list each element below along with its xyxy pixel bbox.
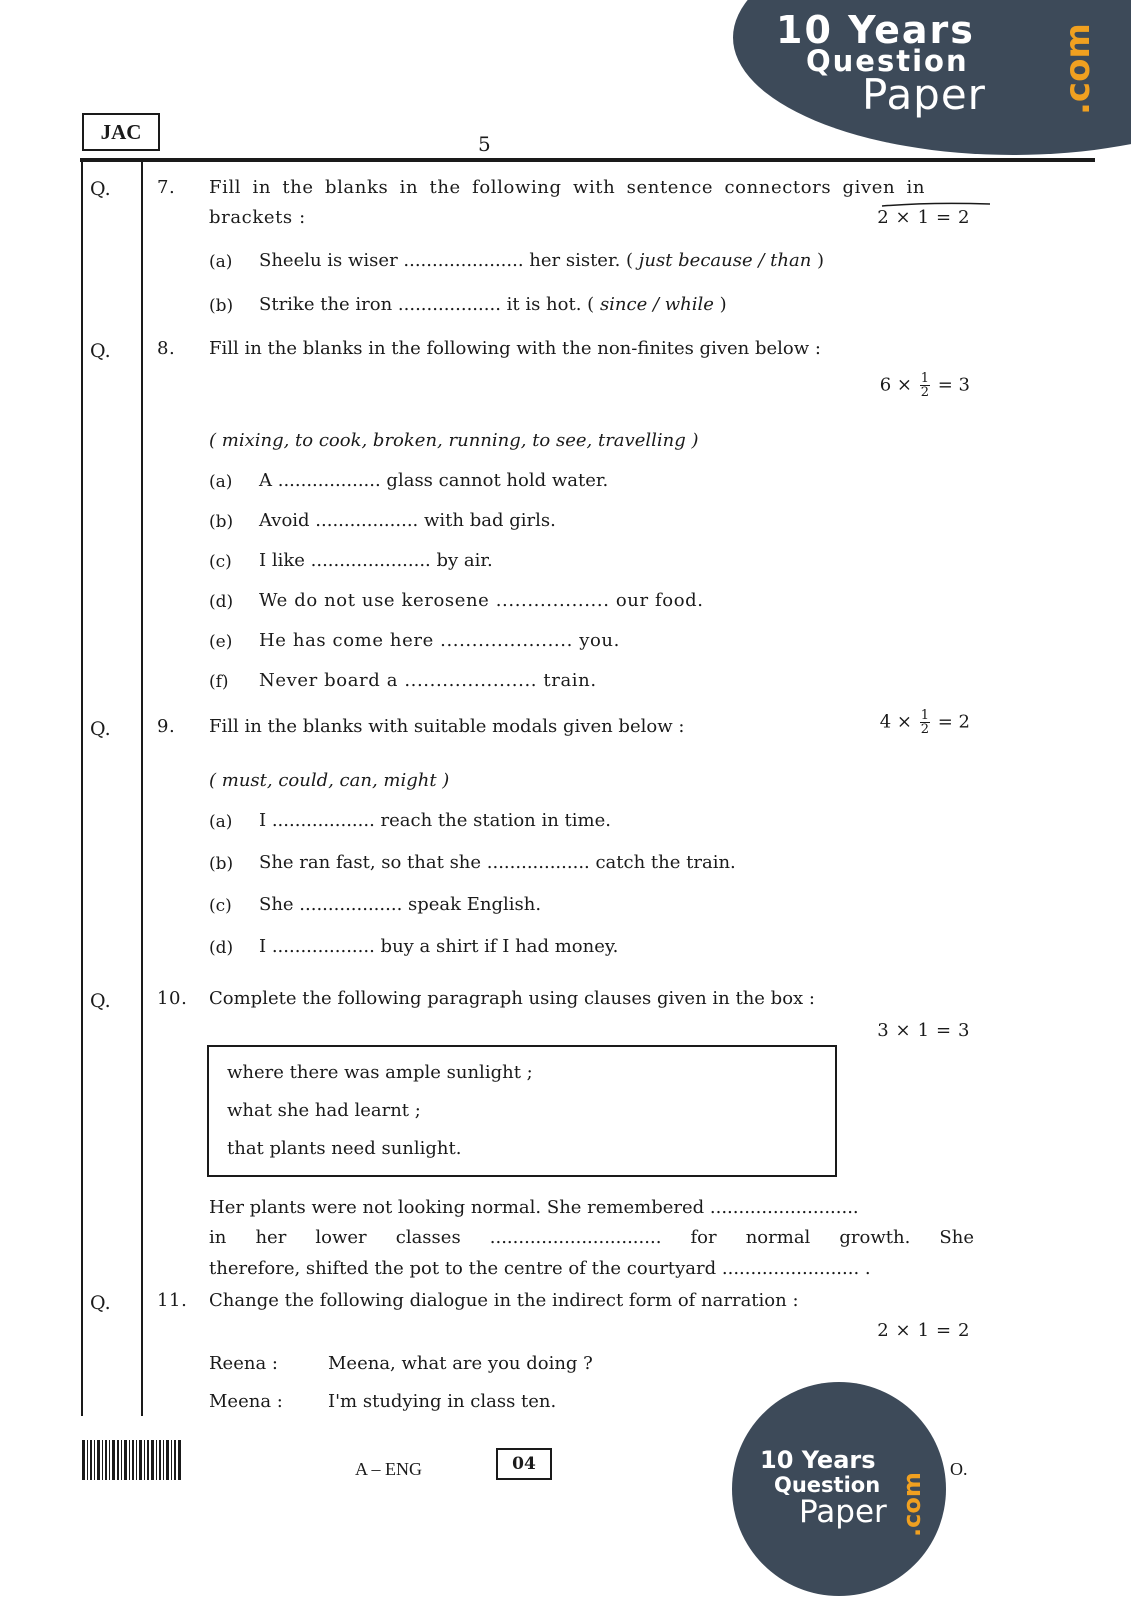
item-text: I like ..................... by air. [259,550,493,571]
item-label: (b) [209,296,234,316]
question-marks [880,709,970,736]
item-label: (b) [209,512,234,532]
clause-box [207,1045,837,1177]
item-text: Never board a ..................... train. [259,670,597,691]
item-text: Avoid .................. with bad girls. [259,510,556,531]
footer-trailing: O. [950,1459,968,1479]
question-marks: 3 × 1 = 3 [877,1020,970,1041]
clause-item: what she had learnt ; [227,1100,421,1121]
marks-left: 4 × [879,711,912,733]
item-text [259,294,727,315]
clause-item: that plants need sunlight. [227,1138,462,1159]
marks-right: = 3 [937,374,970,396]
options-list: ( mixing, to cook, broken, running, to see, travelling ) [209,430,699,451]
item-label: (a) [209,812,233,832]
question-marks: 2 × 1 = 2 [877,1320,970,1341]
fraction-numerator: 1 [920,371,929,386]
options-list: ( must, could, can, might ) [209,770,450,791]
question-text: Fill in the blanks in the following with the non-finites given below : [209,338,821,359]
logo-line-3: Paper [862,70,986,119]
question-number: 9. [157,716,176,737]
marks-right: = 2 [937,711,970,733]
item-label: (e) [209,632,233,652]
logo-bottom-line-1: 10 Years [760,1446,876,1474]
barcode-icon [82,1440,182,1480]
header-rule [80,158,1095,162]
question-label: Q. [90,718,111,740]
dialogue-line: Meena, what are you doing ? [328,1353,593,1374]
marks-fraction [920,372,930,399]
question-text: Change the following dialogue in the indirect form of narration : [209,1290,799,1311]
question-text: Fill in the blanks in the following with sentence connectors given in [209,177,926,198]
item-close: ) [719,294,727,315]
paragraph-line: Her plants were not looking normal. She remembered .......................... [209,1197,859,1218]
question-number: 11. [157,1290,188,1311]
item-label: (d) [209,592,234,612]
question-margin-line [141,162,143,1416]
logo-bottom-com-suffix: .com [898,1472,926,1537]
item-text: She ran fast, so that she .................. catch the train. [259,852,736,873]
item-label: (d) [209,938,234,958]
question-label: Q. [90,178,111,200]
question-text: Complete the following paragraph using clauses given in the box : [209,988,815,1009]
logo-line-2: Question [806,44,969,78]
item-label: (a) [209,472,233,492]
item-text [259,250,824,271]
exam-code-box: JAC [82,113,160,151]
logo-bottom-line-2: Question [774,1473,881,1497]
item-label: (b) [209,854,234,874]
dialogue-speaker: Meena : [209,1391,283,1412]
question-number: 7. [157,177,176,198]
question-label: Q. [90,990,111,1012]
item-sentence: Sheelu is wiser ..................... her sister. ( [259,250,634,271]
left-margin-line [81,162,83,1416]
fraction-denominator: 2 [920,722,929,737]
dialogue-line: I'm studying in class ten. [328,1391,557,1412]
paragraph-line [209,1222,974,1253]
question-text-cont: brackets : [209,207,306,228]
logo-bottom-line-3: Paper [799,1494,887,1530]
item-label: (c) [209,896,232,916]
page-number: 5 [478,132,491,156]
question-number: 8. [157,338,176,359]
item-text: He has come here ..................... you. [259,630,620,651]
logo-com-suffix: .com [1058,23,1098,115]
item-label: (c) [209,552,232,572]
item-options: just because / than [638,250,812,271]
paper-code: A – ENG [355,1459,422,1479]
item-text: I .................. reach the station in time. [259,810,611,831]
fraction-numerator: 1 [920,708,929,723]
question-label: Q. [90,1292,111,1314]
fraction-denominator: 2 [920,385,929,400]
marks-fraction [920,709,930,736]
marks-left: 6 × [879,374,912,396]
item-text: She .................. speak English. [259,894,542,915]
item-options: since / while [599,294,714,315]
question-marks: 2 × 1 = 2 [877,207,970,228]
logo-line-1: 10 Years [776,8,975,52]
item-label: (a) [209,252,233,272]
item-text: A .................. glass cannot hold water. [259,470,609,491]
item-text: I .................. buy a shirt if I had money. [259,936,619,957]
item-close: ) [817,250,825,271]
question-number: 10. [157,988,188,1009]
paragraph-line: therefore, shifted the pot to the centre of the courtyard ........................ . [209,1258,871,1279]
paragraph-line-text: in her lower classes .............................. for normal growth. She [209,1227,974,1248]
question-marks [880,372,970,399]
dialogue-speaker: Reena : [209,1353,278,1374]
clause-item: where there was ample sunlight ; [227,1062,533,1083]
item-label: (f) [209,672,229,692]
question-text: Fill in the blanks with suitable modals given below : [209,716,685,737]
question-label: Q. [90,340,111,362]
page-code-box: 04 [496,1448,552,1480]
item-sentence: Strike the iron .................. it is hot. ( [259,294,595,315]
item-text: We do not use kerosene .................. our food. [259,590,704,611]
